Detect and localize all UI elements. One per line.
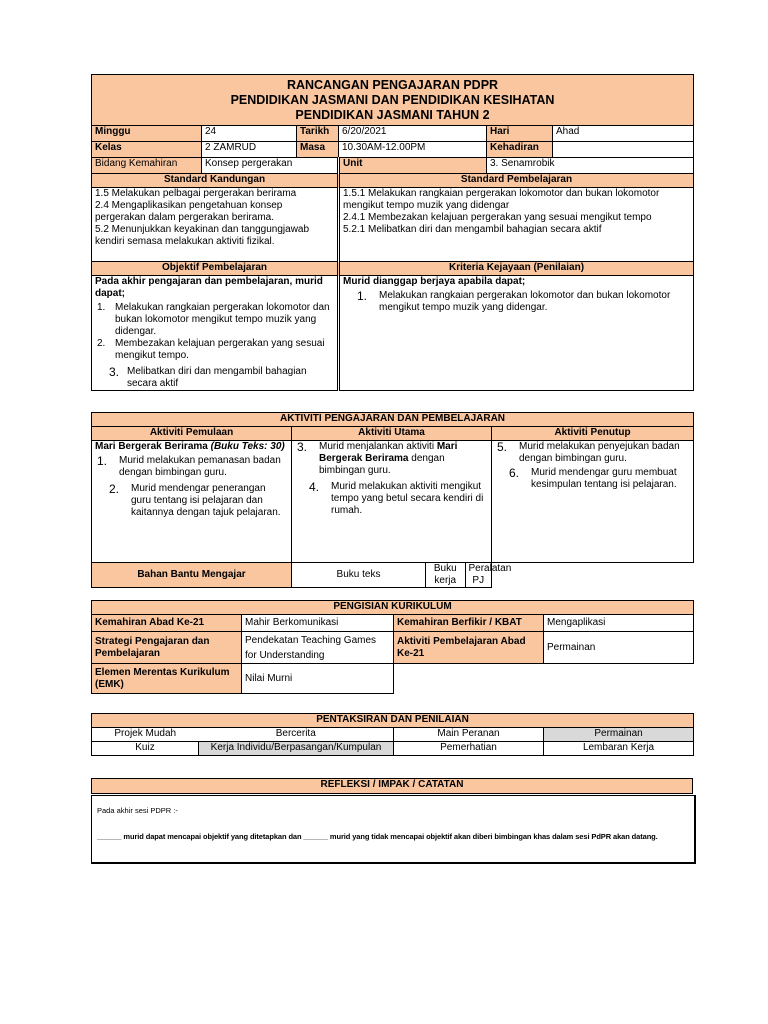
pembelajaran-item: 1.5.1 Melakukan rangkaian pergerakan lokomotor dan bukan lokomotor mengikut tempo muzik yang didengar (343, 188, 660, 211)
pemulaan-item (95, 483, 288, 519)
utama-text: Murid melakukan aktiviti mengikut tempo yang betul secara kendiri di rumah. (331, 481, 484, 516)
utama-text-b: Mari Bergerak Berirama (319, 441, 458, 464)
pentaksiran-option: Lembaran Kerja (544, 742, 694, 756)
bahan-label: Bahan Bantu Mengajar (92, 563, 292, 588)
kriteria-label: Kriteria Kejayaan (Penilaian) (339, 262, 694, 276)
pemulaan-item (95, 455, 288, 479)
kehadiran-label: Kehadiran (487, 142, 553, 158)
pembelajaran-item: 2.4.1 Membezakan kelajuan pergerakan yang sesuai mengikut tempo (343, 212, 652, 223)
tarikh-value: 6/20/2021 (339, 126, 487, 142)
kandungan-item: 2.4 Mengaplikasikan pengetahuan konsep pergerakan dalam pergerakan berirama. (95, 200, 283, 223)
aktiviti-pemulaan-content (92, 441, 292, 563)
penutup-number: 6. (509, 466, 520, 480)
refleksi-line-1: Pada akhir sesi PDPR :- (97, 806, 178, 815)
pemulaan-ref: (Buku Teks: 30) (210, 441, 285, 452)
aktiviti-section (91, 412, 693, 588)
title-line-3: PENDIDIKAN JASMANI TAHUN 2 (295, 108, 490, 122)
title-line-2: PENDIDIKAN JASMANI DAN PENDIDIKAN KESIHATAN (230, 93, 555, 107)
lesson-plan-header-section (91, 74, 693, 391)
standard-pembelajaran-list (339, 188, 694, 262)
objektif-text: Melibatkan diri dan mengambil bahagian secara aktif (127, 366, 307, 389)
kriteria-text: Melakukan rangkaian pergerakan lokomotor dan bukan lokomotor mengikut tempo muzik yang didengar. (379, 290, 671, 313)
kbat-label: Kemahiran Berfikir / KBAT (394, 615, 544, 632)
pentaksiran-option: Kuiz (92, 742, 199, 756)
aktiviti-penutup-label: Aktiviti Penutup (492, 427, 694, 441)
penutup-text: Murid melakukan penyejukan badan dengan bimbingan guru. (519, 441, 680, 464)
kbat-value: Mengaplikasi (544, 615, 694, 632)
kelas-label: Kelas (92, 142, 202, 158)
objektif-intro: Pada akhir pengajaran dan pembelajaran, murid dapat; (95, 276, 323, 299)
kriteria-item (343, 290, 690, 314)
bahan-right-group (426, 563, 512, 588)
pembelajaran-item: 5.2.1 Melibatkan diri dan mengambil bahagian secara aktif (343, 224, 602, 235)
bahan-item: Peralatan PJ (468, 563, 512, 586)
objektif-item (95, 338, 334, 362)
pentaksiran-option-selected: Permainan (544, 728, 694, 742)
objektif-number: 3. (109, 365, 120, 379)
kurikulum-section (91, 600, 693, 694)
aktiviti-abad-value: Permainan (544, 632, 694, 664)
penutup-number: 5. (497, 440, 508, 454)
tarikh-label: Tarikh (297, 126, 339, 142)
objektif-label: Objektif Pembelajaran (92, 262, 339, 276)
hari-value: Ahad (553, 126, 694, 142)
plan-title (92, 75, 694, 126)
minggu-value: 24 (202, 126, 297, 142)
utama-text (319, 441, 488, 477)
standard-kandungan-label: Standard Kandungan (92, 174, 339, 188)
refleksi-line-2 (97, 832, 658, 841)
strategi-value: Pendekatan Teaching Games for Understanding (242, 632, 394, 664)
aktiviti-abad-label: Aktiviti Pembelajaran Abad Ke-21 (394, 632, 544, 664)
refleksi-box (91, 795, 696, 864)
standard-pembelajaran-label: Standard Pembelajaran (339, 174, 694, 188)
minggu-label: Minggu (92, 126, 202, 142)
refleksi-text-a: murid dapat mencapai objektif yang ditetapkan dan (123, 832, 302, 841)
kurikulum-title: PENGISIAN KURIKULUM (92, 601, 694, 615)
pentaksiran-option: Pemerhatian (394, 742, 544, 756)
bidang-label: Bidang Kemahiran (92, 158, 202, 174)
objektif-number: 2. (97, 338, 106, 349)
utama-number: 4. (309, 480, 320, 494)
bahan-item: Buku kerja (426, 563, 465, 587)
masa-label: Masa (297, 142, 339, 158)
hari-label: Hari (487, 126, 553, 142)
pentaksiran-title: PENTAKSIRAN DAN PENILAIAN (92, 714, 694, 728)
pemulaan-text: Murid mendengar penerangan guru tentang isi pelajaran dan kaitannya dengan tajuk pelajaran. (131, 483, 281, 518)
pentaksiran-option: Bercerita (199, 728, 394, 742)
objektif-text: Melakukan rangkaian pergerakan lokomotor dan bukan lokomotor mengikut tempo muzik yang didengar. (115, 302, 330, 337)
kelas-value: 2 ZAMRUD (202, 142, 297, 158)
pentaksiran-option: Main Peranan (394, 728, 544, 742)
masa-value: 10.30AM-12.00PM (339, 142, 487, 158)
unit-value: 3. Senamrobik (487, 158, 694, 174)
utama-item (295, 481, 488, 517)
aktiviti-title: AKTIVITI PENGAJARAN DAN PEMBELAJARAN (92, 413, 694, 427)
standard-kandungan-list (92, 188, 339, 262)
emk-label: Elemen Merentas Kurikulum (EMK) (92, 664, 242, 694)
penutup-item (495, 467, 690, 491)
objektif-item (95, 366, 334, 390)
kandungan-item: 1.5 Melakukan pelbagai pergerakan berirama (95, 188, 297, 199)
aktiviti-utama-label: Aktiviti Utama (292, 427, 492, 441)
objektif-text: Membezakan kelajuan pergerakan yang sesuai mengikut tempo. (115, 338, 325, 361)
penutup-text: Murid mendengar guru membuat kesimpulan tentang isi pelajaran. (531, 467, 677, 490)
title-line-1: RANCANGAN PENGAJARAN PDPR (286, 78, 499, 92)
bidang-value: Konsep pergerakan (202, 158, 339, 174)
kriteria-content (339, 276, 694, 391)
refleksi-blank-2: ______ (303, 832, 328, 841)
bahan-item: Buku teks (292, 563, 426, 588)
pemulaan-text: Murid melakukan pemanasan badan dengan bimbingan guru. (119, 455, 281, 478)
objektif-item (95, 302, 334, 338)
refleksi-section (91, 778, 693, 794)
utama-item (295, 441, 488, 477)
utama-text-a: Murid menjalankan aktiviti (319, 441, 435, 452)
pemulaan-title: Mari Bergerak Berirama (95, 441, 208, 452)
pentaksiran-section (91, 713, 693, 756)
utama-number: 3. (297, 440, 308, 454)
objektif-number: 1. (97, 302, 106, 313)
kriteria-number: 1. (357, 289, 368, 303)
utama-text-c: dengan bimbingan guru. (319, 453, 445, 476)
pentaksiran-option: Projek Mudah (92, 728, 199, 742)
aktiviti-utama-content (292, 441, 492, 563)
unit-label: Unit (339, 158, 487, 174)
emk-value: Nilai Murni (242, 664, 394, 694)
pemulaan-number: 1. (97, 454, 108, 468)
strategi-label: Strategi Pengajaran dan Pembelajaran (92, 632, 242, 664)
aktiviti-penutup-content (492, 441, 694, 563)
refleksi-title: REFLEKSI / IMPAK / CATATAN (92, 779, 693, 794)
kriteria-intro: Murid dianggap berjaya apabila dapat; (343, 276, 526, 287)
pentaksiran-option-selected: Kerja Individu/Berpasangan/Kumpulan (199, 742, 394, 756)
kehadiran-value (553, 142, 694, 158)
penutup-item (495, 441, 690, 465)
pemulaan-heading (95, 441, 288, 453)
refleksi-text-b: murid yang tidak mencapai objektif akan diberi bimbingan khas dalam sesi PdPR akan datang. (329, 832, 658, 841)
abad-value: Mahir Berkomunikasi (242, 615, 394, 632)
objektif-content (92, 276, 339, 391)
pemulaan-number: 2. (109, 482, 120, 496)
aktiviti-pemulaan-label: Aktiviti Pemulaan (92, 427, 292, 441)
abad-label: Kemahiran Abad Ke-21 (92, 615, 242, 632)
kandungan-item: 5.2 Menunjukkan keyakinan dan tanggungjawab kendiri semasa melakukan aktiviti fizikal. (95, 224, 310, 247)
refleksi-blank-1: ______ (97, 832, 122, 841)
